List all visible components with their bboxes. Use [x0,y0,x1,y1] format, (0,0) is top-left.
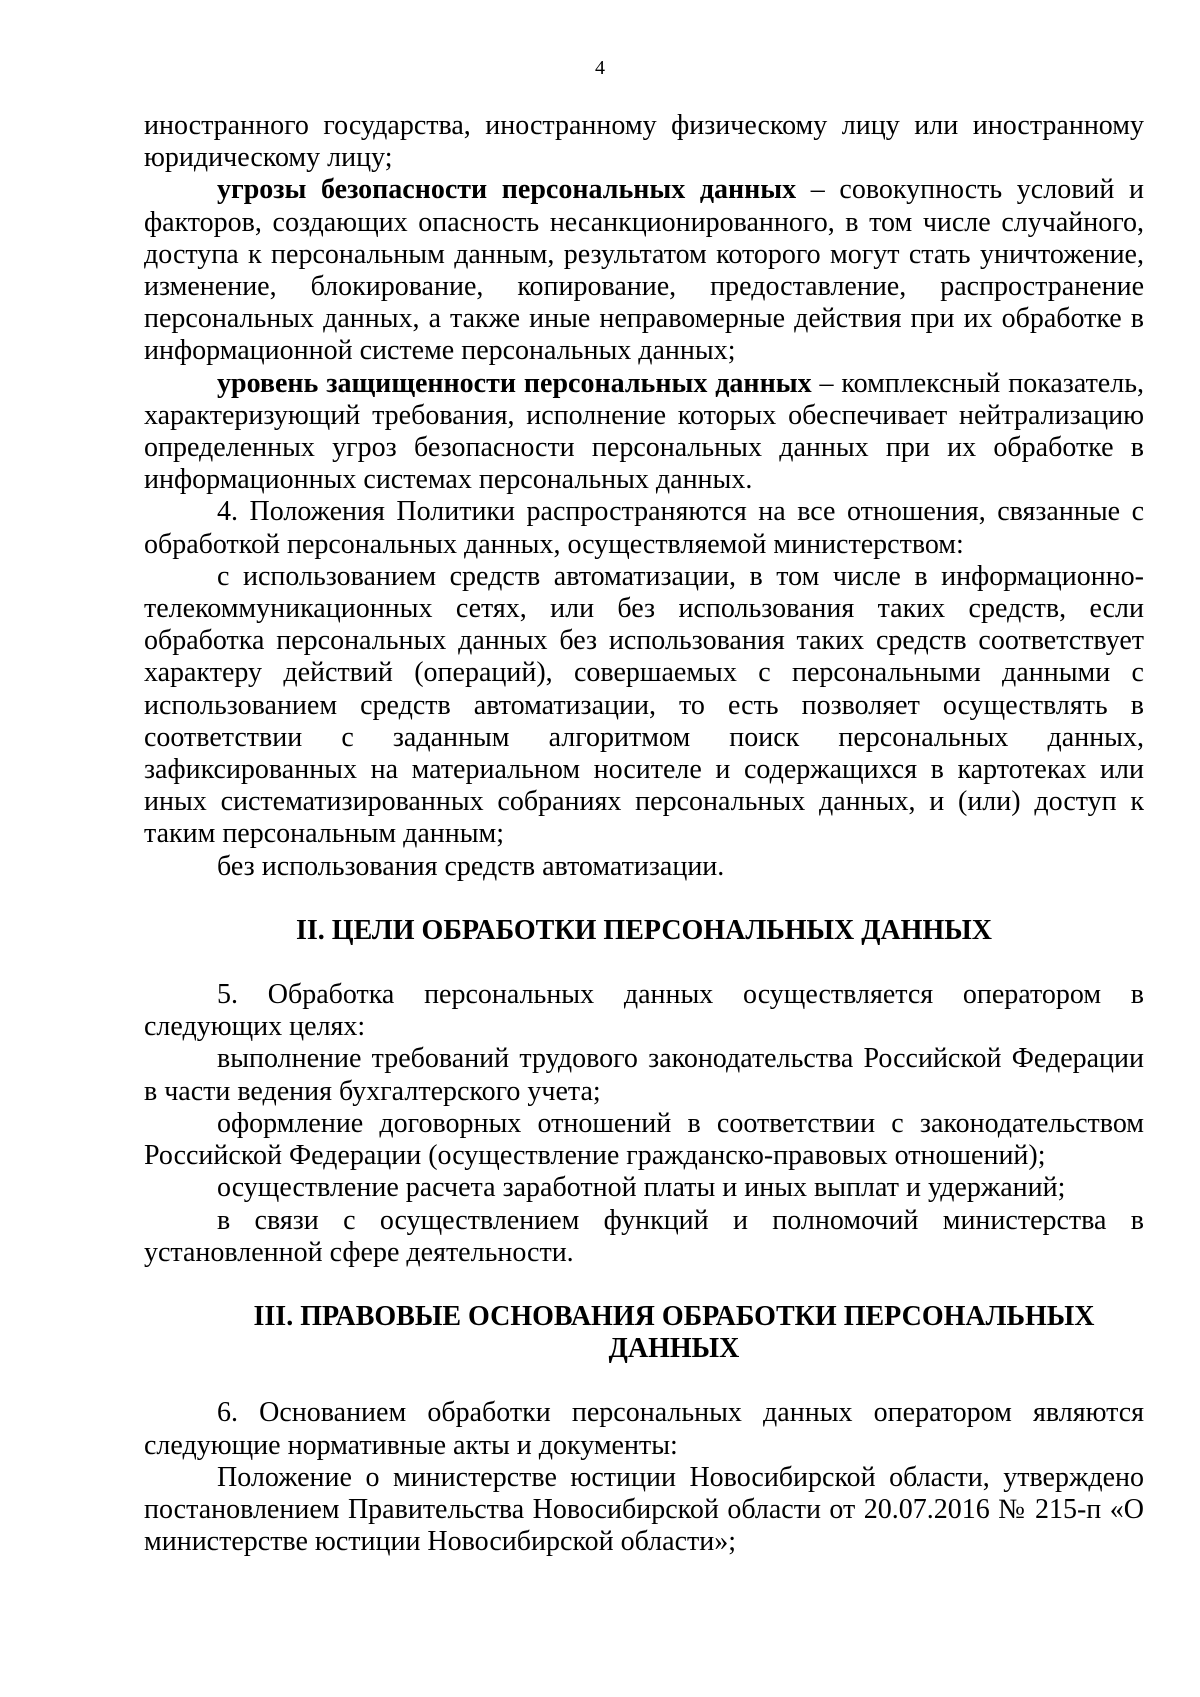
term-threats: угрозы безопасности персональных данных [217,174,797,206]
purpose-item-1: выполнение требований трудового законодательства Российской Федерации в части ведения бухгалтерского учета; [144,1043,1144,1107]
paragraph-continuation: иностранного государства, иностранному физическому лицу или иностранному юридическому лицу; [144,110,1144,174]
section-heading-2: II. ЦЕЛИ ОБРАБОТКИ ПЕРСОНАЛЬНЫХ ДАННЫХ [296,914,992,946]
purpose-item-4: в связи с осуществлением функций и полномочий министерства в установленной сфере деятельности. [144,1204,1144,1268]
definition-threats [144,174,1144,367]
paragraph-6: 6. Основанием обработки персональных данных оператором являются следующие нормативные акты и документы: [144,1397,1144,1461]
paragraph-no-automation: без использования средств автоматизации. [217,850,725,882]
section-heading-3 [144,1301,1144,1365]
definition-security-level [144,368,1144,497]
definition-security-level-text: – комплексный показатель, характеризующий требования, исполнение которых обеспечивает нейтрализацию определенных угроз безопасности персональных данных при их обработке в информационных системах персональных данных. [144,367,1144,496]
purpose-item-2: оформление договорных отношений в соответствии с законодательством Российской Федерации (осуществление гражданско-правовых отношений); [144,1107,1144,1172]
term-security-level: уровень защищенности персональных данных [217,367,812,399]
document-body [144,110,1144,1558]
paragraph-4: 4. Положения Политики распространяются на все отношения, связанные с обработкой персональных данных, осуществляемой министерством: [144,496,1144,560]
paragraph-automation: с использованием средств автоматизации, в том числе в информационно-телекоммуникационных сетях, или без использования таких средств, если обработка персональных данных без использования таких средств соответствует характеру действий (операций), совершаемых с персональными данными с использованием средств автоматизации, то есть позволяет осуществлять в соответствии с заданным алгоритмом поиск персональных данных, зафиксированных на материальном носителе и содержащихся в картотеках или иных систематизированных собраниях персональных данных, и (или) доступ к таким персональным данным; [144,560,1144,850]
purpose-item-3: осуществление расчета заработной платы и иных выплат и удержаний; [217,1172,1066,1204]
page-number: 4 [595,57,605,79]
section-heading-3-line-1: III. ПРАВОВЫЕ ОСНОВАНИЯ ОБРАБОТКИ ПЕРСОНАЛЬНЫХ [253,1300,1095,1332]
legal-basis-item-1: Положение о министерстве юстиции Новосибирской области, утверждено постановлением Правительства Новосибирской области от 20.07.2016 № 215-п «О министерстве юстиции Новосибирской области»; [144,1461,1144,1558]
section-heading-3-line-2: ДАННЫХ [608,1333,740,1365]
paragraph-5: 5. Обработка персональных данных осуществляется оператором в следующих целях: [144,979,1144,1043]
definition-threats-text: – совокупность условий и факторов, создающих опасность несанкционированного, в том числе случайного, доступа к персональным данным, результатом которого могут стать уничтожение, изменение, блокирование, копирование, предоставление, распространение персональных данных, а также иные неправомерные действия при их обработке в информационной системе персональных данных; [144,174,1145,367]
